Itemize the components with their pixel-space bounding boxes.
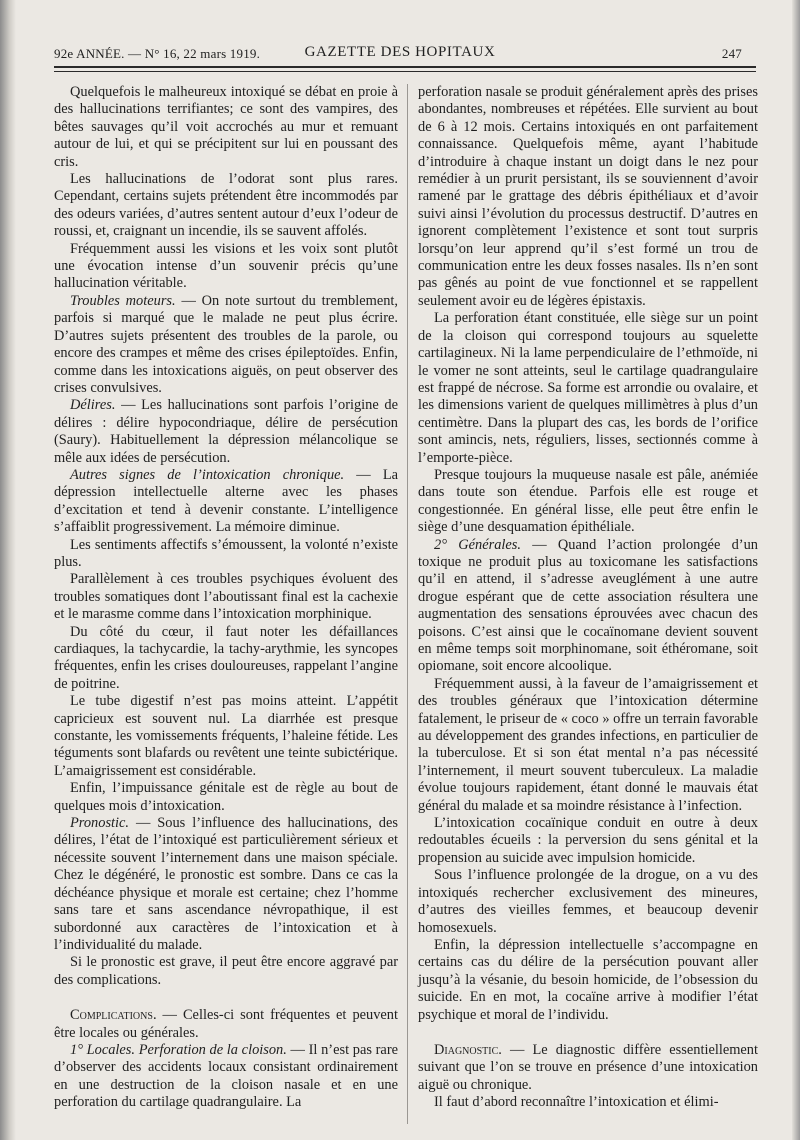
issue-line: 92e ANNÉE. — N° 16, 22 mars 1919. <box>54 46 261 61</box>
paragraph-text: L’intoxication cocaïnique conduit en outre à deux redoutables écueils : la perversion du sens génital et la propension au suicide avec impulsion homicide. <box>418 815 758 866</box>
page-header <box>40 42 760 64</box>
paragraph <box>54 84 398 171</box>
paragraph-text: Les sentiments affectifs s’émoussent, la volonté n’existe plus. <box>54 536 398 570</box>
paragraph <box>54 571 398 623</box>
paragraph-heading: Autres signes de l’intoxication chronique. <box>70 466 345 483</box>
paragraph <box>54 397 398 467</box>
section-heading: Complications. <box>70 1007 157 1024</box>
paragraph-heading: 2° Générales. <box>434 536 521 553</box>
paragraph-heading: Troubles moteurs. <box>70 292 176 309</box>
paragraph-text: — La dépression intellectuelle alterne avec les phases d’excitation et tend à devenir constante. L’intelligence s’affaiblit progressivement. La mémoire diminue. <box>54 466 399 536</box>
header-rule <box>54 66 756 68</box>
paragraph <box>418 676 758 815</box>
paragraph-text: Fréquemment aussi, à la faveur de l’amaigrissement et des troubles généraux que l’intoxication détermine fatalement, le priseur de « coco » offre un terrain favorable au développement des grandes infections, en particulier de la tuberculose. Et si son état mental n’a pas nécessité l’internement, il meurt souvent tuberculeux. La maladie évolue toujours rapidement, étant donné le mauvais état général du malade et sa moindre résistance à l’infection. <box>418 675 758 814</box>
paragraph-text: Quelquefois le malheureux intoxiqué se débat en proie à des hallucinations terrifiantes; ce sont des vampires, des bêtes sauvages qu’il voit accrochés au mur et remuant autour de lui, et qui se précipitent sur lui en poussant des cris. <box>54 84 398 170</box>
journal-title: GAZETTE DES HOPITAUX <box>304 44 496 60</box>
paragraph-heading: Délires. <box>70 397 116 414</box>
page-edge-right <box>792 0 800 1140</box>
paragraph-text: Les hallucinations de l’odorat sont plus rares. Cependant, certains sujets prétendent être incommodés par des odeurs variées, d’autres sentent autour d’eux l’odeur de roussi, et, craignant un incendie, ils se sauvent affolés. <box>54 171 398 240</box>
paragraph <box>418 937 758 1024</box>
paragraph-text: Il faut d’abord reconnaître l’intoxication et élimi- <box>434 1094 719 1111</box>
paragraph-text: perforation nasale se produit généralement après des prises abondantes, nombreuses et répétées. Elle survient au bout de 6 à 12 mois. Certains intoxiqués en ont parfaitement connaissance. Quelquefois même, ayant l’habitude d’introduire à chaque instant un doigt dans le nez pour remédier à un prurit persistant, ils se souviennent d’avoir ramené par le grattage des débris épithéliaux et d’avoir suivi ainsi l’évolution du processus destructif. D’autres en ignorent complètement l’existence et sont tout surpris lorsqu’on leur apprend qu’il s’est formé un trou de communication entre les deux fosses nasales. Ils n’en sont pas gênés au point de vue fonctionnel et se rappellent seulement avoir eu de légères épistaxis. <box>418 84 758 309</box>
paragraph-text: Du côté du cœur, il faut noter les défaillances cardiaques, la tachycardie, la tachy-arythmie, les syncopes fréquentes, enfin les crises douloureuses, rappelant l’angine de poitrine. <box>54 623 398 692</box>
right-column <box>418 84 758 1112</box>
paragraph <box>54 693 398 780</box>
paragraph-text: Le tube digestif n’est pas moins atteint. L’appétit capricieux est souvent nul. La diarrhée est presque constante, les vomissements fréquents, l’haleine fétide. Les téguments sont blafards ou revêtent une teinte subictérique. L’amaigrissement est considérable. <box>54 693 398 779</box>
paragraph <box>54 1042 398 1112</box>
paragraph <box>54 1007 398 1042</box>
paragraph-text: — Sous l’influence des hallucinations, des délires, l’état de l’intoxiqué est particulièrement sérieux et nécessite souvent l’internement dans une maison spéciale. Chez le dégénéré, le pronostic est sombre. Dans ce cas la déchéance physique et morale est certaine; chez l’homme sans tare et sans ascendance névropathique, il est subordonné aux caractères de l’intoxication et à l’individualité du malade. <box>54 815 398 953</box>
paragraph-text: Enfin, la dépression intellectuelle s’accompagne en certains cas du délire de la persécution pouvant aller jusqu’à la vésanie, du besoin homicide, de l’obsession du suicide. En en mot, la cocaïne arrive à modifier l’état psychique et moral de l’individu. <box>418 936 758 1023</box>
paragraph-text: — On note surtout du tremblement, parfois si marqué que le malade ne peut plus écrire. D’autres sujets présentent des troubles de la parole, ou encore des crampes et même des crises épileptoïdes. Enfin, comme dans les intoxications aiguës, on peut observer des crises convulsives. <box>54 292 398 396</box>
paragraph <box>54 293 398 397</box>
paragraph-text: Fréquemment aussi les visions et les voix sont plutôt une évocation intense d’un souvenir précis qu’une hallucination véritable. <box>54 240 398 292</box>
paragraph <box>418 815 758 867</box>
paragraph <box>54 780 398 815</box>
paragraph <box>54 171 398 241</box>
paragraph-text: — Le diagnostic diffère essentiellement suivant que l’on se trouve en présence d’une intoxication aiguë ou chronique. <box>418 1041 758 1093</box>
page-edge <box>0 0 16 1140</box>
paragraph <box>418 1042 758 1094</box>
paragraph-text: — Il n’est pas rare d’observer des accidents locaux consistant ordinairement en une destruction de la cloison nasale et en une perforation du cartilage quadrangulaire. La <box>54 1041 398 1111</box>
paragraph-text: Enfin, l’impuissance génitale est de règle au bout de quelques mois d’intoxication. <box>54 780 398 814</box>
paragraph <box>54 537 398 572</box>
column-divider <box>407 84 408 1124</box>
paragraph-heading: Pronostic. <box>70 815 130 832</box>
paragraph <box>418 310 758 467</box>
paragraph <box>418 467 758 537</box>
paragraph <box>418 84 758 310</box>
paragraph-text: Presque toujours la muqueuse nasale est pâle, anémiée dans toute son étendue. Parfois elle est rouge et congestionnée. En général lisse, elle peut être enfin le siège d’une desquamation épithéliale. <box>418 466 758 536</box>
paragraph <box>54 624 398 694</box>
section-heading: Diagnostic. <box>434 1041 502 1058</box>
paragraph-text: La perforation étant constituée, elle siège sur un point de la cloison qui correspond toujours au squelette cartilagineux. Ni la lame perpendiculaire de l’ethmoïde, ni le vomer ne sont atteints, seul le cartilage quadrangulaire est frappé de nécrose. Sa forme est arrondie ou ovalaire, et les dimensions varient de quelques millimètres à plus d’un centimètre. Dans la plupart des cas, les bords de l’orifice sont amincis, nets, réguliers, lisses, sectionnés comme à l’emporte-pièce. <box>418 310 758 466</box>
paragraph-text: — Quand l’action prolongée d’un toxique ne produit plus au toxicomane les satisfactions qu’il en attend, il s’adresse aveuglément à une autre drogue espérant que de cette association résultera une augmentation des sensations éprouvées avec chacun des poisons. C’est ainsi que le cocaïnomane devient souvent en même temps soit morphinomane, soit éthéromane, soit opiomane, soit encore alcoolique. <box>418 536 758 675</box>
paragraph-heading: 1° Locales. Perforation de la cloison. <box>70 1041 287 1058</box>
left-column <box>54 84 398 1112</box>
paragraph-text: — Celles-ci sont fréquentes et peuvent être locales ou générales. <box>54 1007 398 1041</box>
paragraph-text: — Les hallucinations sont parfois l’origine de délires : délire hypocondriaque, délire de persécution (Saury). Habituellement la dépression mélancolique se mêle aux idées de persécution. <box>54 397 398 466</box>
paragraph <box>54 815 398 954</box>
paragraph <box>54 954 398 989</box>
paragraph <box>54 467 398 537</box>
page-number: 247 <box>721 46 742 61</box>
paragraph-text: Parallèlement à ces troubles psychiques évoluent des troubles somatiques dont l’aboutissant final est la cachexie et le marasme comme dans l’intoxication morphinique. <box>54 571 398 623</box>
paragraph-text: Sous l’influence prolongée de la drogue, on a vu des intoxiqués rechercher exclusivement des mineures, d’autres des vieilles femmes, et beaucoup devenir homosexuels. <box>418 867 758 936</box>
paragraph <box>418 1094 758 1111</box>
paragraph <box>54 241 398 293</box>
paragraph <box>418 867 758 937</box>
paragraph <box>418 537 758 676</box>
header-rule-thin <box>54 71 756 72</box>
paragraph-text: Si le pronostic est grave, il peut être encore aggravé par des complications. <box>54 954 398 988</box>
